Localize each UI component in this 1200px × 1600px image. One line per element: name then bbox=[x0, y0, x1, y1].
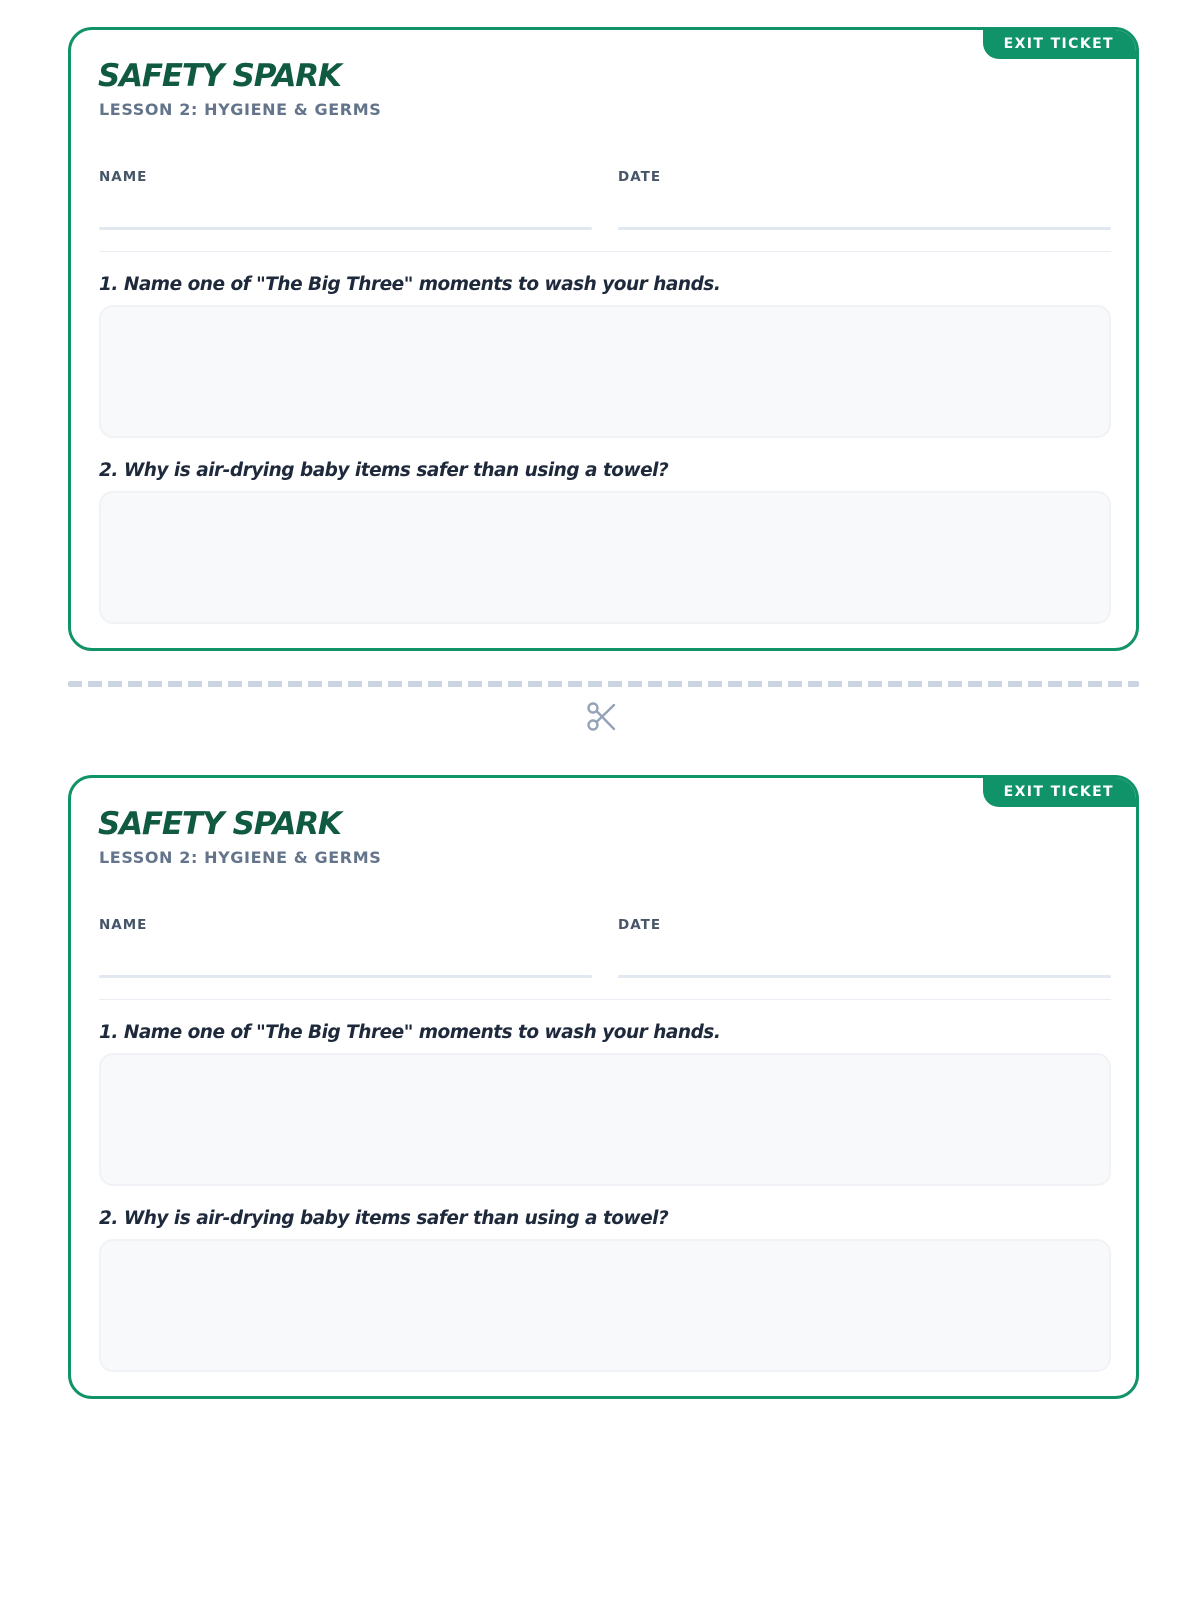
brand-title: SAFETY SPARK bbox=[98, 58, 341, 94]
exit-ticket-tag: EXIT TICKET bbox=[983, 778, 1136, 807]
exit-ticket-tag: EXIT TICKET bbox=[983, 30, 1136, 59]
brand-title: SAFETY SPARK bbox=[98, 806, 341, 842]
question-2: 2. Why is air-drying baby items safer than using a towel? bbox=[99, 460, 669, 481]
section-divider bbox=[99, 999, 1111, 1000]
scissors-icon bbox=[587, 701, 617, 733]
question-2: 2. Why is air-drying baby items safer than using a towel? bbox=[99, 1208, 669, 1229]
name-field[interactable] bbox=[99, 227, 592, 230]
name-label: NAME bbox=[99, 169, 148, 185]
date-field[interactable] bbox=[618, 975, 1111, 978]
date-label: DATE bbox=[618, 917, 662, 933]
exit-ticket-card bbox=[68, 775, 1139, 1399]
date-label: DATE bbox=[618, 169, 662, 185]
lesson-subtitle: LESSON 2: HYGIENE & GERMS bbox=[99, 100, 382, 119]
section-divider bbox=[99, 251, 1111, 252]
date-field[interactable] bbox=[618, 227, 1111, 230]
question-1: 1. Name one of "The Big Three" moments to wash your hands. bbox=[99, 1022, 721, 1043]
exit-ticket-card bbox=[68, 27, 1139, 651]
name-label: NAME bbox=[99, 917, 148, 933]
cut-line bbox=[68, 681, 1139, 687]
answer-box-2[interactable] bbox=[99, 1239, 1111, 1372]
question-1: 1. Name one of "The Big Three" moments to wash your hands. bbox=[99, 274, 721, 295]
lesson-subtitle: LESSON 2: HYGIENE & GERMS bbox=[99, 848, 382, 867]
answer-box-1[interactable] bbox=[99, 1053, 1111, 1186]
name-field[interactable] bbox=[99, 975, 592, 978]
answer-box-2[interactable] bbox=[99, 491, 1111, 624]
answer-box-1[interactable] bbox=[99, 305, 1111, 438]
